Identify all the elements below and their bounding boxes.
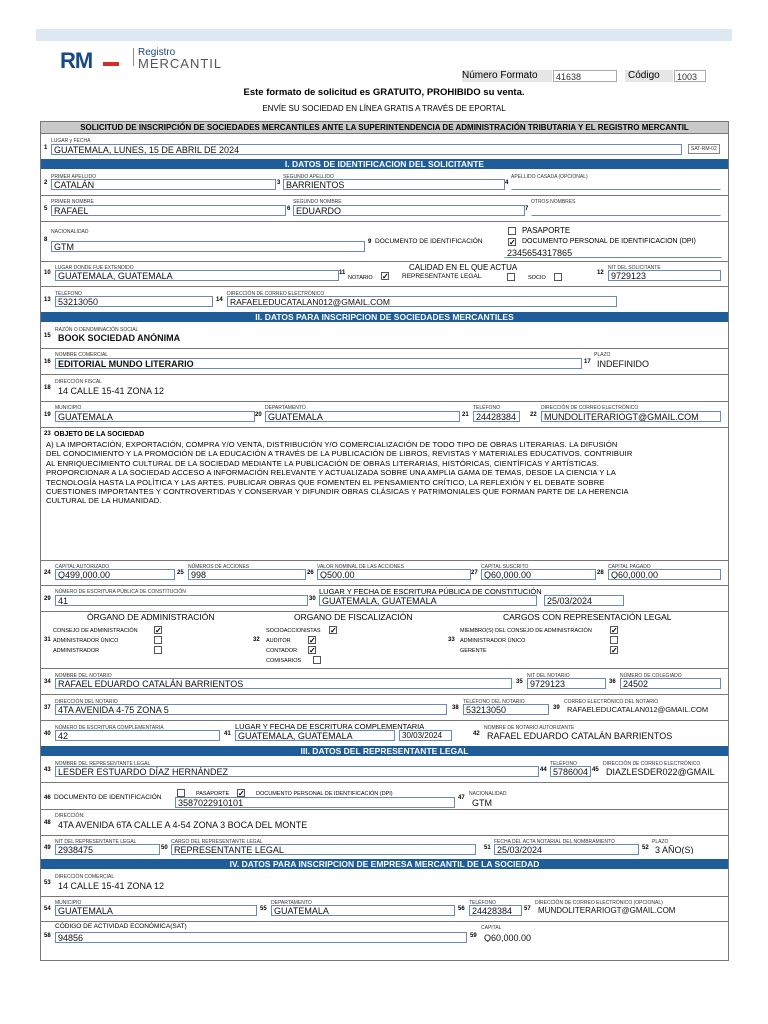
lugar-esc-comp-field[interactable]: GUATEMALA, GUATEMALA [235, 730, 395, 741]
field-number: 37 [44, 705, 51, 711]
field-number: 25 [177, 570, 184, 576]
objeto-text-area[interactable] [46, 440, 724, 560]
razon-label: RAZÓN O DENOMINACIÓN SOCIAL [55, 327, 139, 333]
dpi-field[interactable]: 2345654317865 [504, 247, 722, 258]
socioaccionistas-label: SOCIOACCIONISTAS [266, 628, 321, 634]
field-number: 53 [44, 880, 51, 886]
nombre-notario-label: NOMBRE DEL NOTARIO [55, 673, 112, 679]
direccion-fiscal-field[interactable]: 14 CALLE 15-41 ZONA 12 [58, 386, 165, 396]
field-number: 48 [44, 820, 51, 826]
correo-notario-label: CORREO ELECTRÓNICO DEL NOTARIO [564, 699, 659, 705]
fecha-acta-label: FECHA DEL ACTA NOTARIAL DEL NOMBRAMIENTO [494, 839, 615, 845]
admin-unico2-label: ADMINISTRADOR ÚNICO [460, 638, 526, 644]
nit-notario-label: NIT DEL NOTARIO [527, 673, 570, 679]
num-esc-comp-field[interactable]: 42 [55, 730, 220, 741]
field-number: 55 [260, 906, 267, 912]
notario-aut-field[interactable]: RAFAEL EDUARDO CATALÁN BARRIENTOS [487, 731, 673, 741]
field-number: 27 [471, 570, 478, 576]
num-escritura-field[interactable]: 41 [55, 595, 308, 606]
razon-field[interactable]: BOOK SOCIEDAD ANÓNIMA [58, 333, 181, 343]
logo-divider [133, 48, 134, 66]
admin-unico2-checkbox[interactable] [610, 636, 618, 644]
telefono-field[interactable]: 53213050 [55, 296, 213, 307]
field-number: 47 [458, 795, 465, 801]
row-divider [41, 720, 728, 721]
row-divider [41, 896, 728, 897]
section-4-header: IV. DATOS PARA INSCRIPCION DE EMPRESA MERCANTIL DE LA SOCIEDAD [41, 859, 728, 869]
contador-checkbox[interactable]: ✓ [309, 646, 316, 655]
form-title: SOLICITUD DE INSCRIPCIÓN DE SOCIEDADES MERCANTILES ANTE LA SUPERINTENDENCIA DE ADMINISTRACIÓN TRIBUTARIA Y EL REGISTRO MERCANTIL [41, 122, 728, 134]
field-number: 45 [592, 767, 599, 773]
field-number: 6 [287, 206, 291, 212]
capital4-field[interactable]: Q60,000.00 [484, 933, 532, 943]
rep-legal-label: REPRESENTANTE LEGAL [402, 273, 482, 280]
departamento-label: DEPARTAMENTO [265, 405, 306, 411]
nit-rep-field[interactable]: 2938475 [55, 844, 160, 855]
field-number: 56 [458, 906, 465, 912]
section-3-header: III. DATOS DEL REPRESENTANTE LEGAL [41, 746, 728, 756]
dir-rep-label: DIRECCIÓN: [55, 813, 85, 819]
capital-pag-label: CAPITAL PAGADO [608, 564, 651, 570]
field-number: 3 [277, 180, 281, 186]
num-acciones-field[interactable]: 998 [188, 569, 306, 580]
field-number: 40 [44, 731, 51, 737]
objeto-line: TECNOLOGÍA HASTA LA POLÍTICA Y LAS ARTES. PUBLICAR OBRAS QUE FOMENTEN EL PENSAMIENTO CRÍTICO, LA REFLEXIÓN Y EL DEBATE SOBRE [46, 477, 605, 487]
segundo-apellido-field[interactable]: BARRIENTOS [283, 179, 505, 190]
dpi-label: DOCUMENTO PERSONAL DE IDENTIFICACION (DPI) [522, 238, 696, 245]
field-number: 7 [525, 206, 529, 212]
doc-identificacion-label: DOCUMENTO DE IDENTIFICACIÓN [375, 238, 483, 245]
objeto-line: AL ENRIQUECIMIENTO CULTURAL DE LA SOCIEDAD MEDIANTE LA PUBLICACIÓN DE OBRAS LITERARIAS, HISTÓRICAS, CIENTÍFICAS Y ARTÍSTICAS. [46, 458, 600, 468]
miembros-checkbox[interactable]: ✓ [611, 626, 618, 635]
field-number: 20 [255, 412, 262, 418]
codigo-label: Código [625, 70, 673, 82]
pasaporte2-checkbox[interactable] [177, 789, 185, 797]
segundo-apellido-label: SEGUNDO APELLIDO [283, 174, 334, 180]
codigo-value: 1003 [674, 70, 706, 82]
field-number: 8 [44, 237, 48, 243]
field-number: 4 [505, 180, 509, 186]
admin-unico-checkbox[interactable] [154, 636, 162, 644]
capital-aut-field[interactable]: Q499,000.00 [55, 569, 175, 580]
row-divider [41, 921, 728, 922]
field-number: 13 [44, 297, 51, 303]
field-number: 22 [530, 412, 537, 418]
field-number: 16 [44, 359, 51, 365]
field-number: 35 [516, 679, 523, 685]
row-divider [41, 694, 728, 695]
valor-nominal-field[interactable]: Q500.00 [317, 569, 471, 580]
tel4-field[interactable]: 24428384 [469, 905, 522, 916]
field-number: 29 [44, 596, 51, 602]
tel-notario-field[interactable]: 53213050 [463, 704, 549, 715]
organo-fisc-header: ORGANO DE FISCALIZACIÓN [294, 612, 413, 622]
correo-label: DIRECCIÓN DE CORREO ELECTRÓNICO [227, 291, 325, 297]
dir-notario-label: DIRECCIÓN DEL NOTARIO [55, 699, 118, 705]
nac-rep-label: NACIONALIDAD [469, 791, 507, 797]
nit-solicitante-field[interactable]: 9729123 [608, 270, 721, 281]
nombre-notario-field[interactable]: RAFAEL EDUARDO CATALÁN BARRIENTOS [55, 678, 512, 689]
objeto-line: DEL CONOCIMIENTO Y LA PROMOCIÓN DE LA EDUCACIÓN A TRAVÉS DE LA PUBLICACIÓN DE LIBROS, REVISTAS Y MATERIALES EDUCATIVOS. CONTRIBUIR [46, 449, 633, 459]
objeto-line: CUESTIONES IMPORTANTES Y CONTROVERTIDAS Y CONSERVAR Y DIFUNDIR OBRAS CLÁSICAS Y PATRIMONIALES QUE FORMAN PARTE DE LA HERENCIA [46, 487, 629, 497]
field-number: 23 [44, 431, 51, 437]
correo2-field[interactable]: MUNDOLITERARIOGT@GMAIL.COM [541, 411, 721, 422]
comisarios-label: COMISARIOS [266, 658, 302, 664]
segundo-nombre-label: SEGUNDO NOMBRE [293, 199, 342, 205]
municipio-label: MUNICIPIO [55, 405, 82, 411]
plazo-label: PLAZO [594, 352, 611, 358]
dpi-rep-field[interactable]: 3587022910101 [175, 797, 455, 808]
primer-nombre-label: PRIMER NOMBRE [51, 199, 94, 205]
field-number: 31 [44, 637, 51, 643]
nacionalidad-field[interactable]: GTM [51, 241, 365, 252]
row-divider [41, 374, 728, 375]
field-number: 36 [609, 679, 616, 685]
auditor-checkbox[interactable]: ✓ [309, 636, 316, 645]
consejo-label: CONSEJO DE ADMINISTRACIÓN [53, 628, 138, 634]
field-number: 26 [307, 570, 314, 576]
nombre-rep-field[interactable]: LESDER ESTUARDO DÍAZ HERNÁNDEZ [55, 766, 539, 777]
field-number: 18 [44, 385, 51, 391]
tel-rep-label: TELÉFONO [550, 761, 577, 767]
row-divider [41, 809, 728, 810]
comisarios-checkbox[interactable] [313, 656, 321, 664]
field-number: 32 [253, 637, 260, 643]
cargo-rep-field[interactable]: REPRESENTANTE LEGAL [171, 844, 476, 855]
socio-label: SOCIO [528, 275, 546, 281]
field-number: 14 [216, 297, 223, 303]
row-divider [41, 221, 728, 222]
colegiado-label: NÚMERO DE COLEGIADO [620, 673, 682, 679]
apellido-casada-label: APELLIDO CASADA (OPCIONAL) [511, 174, 588, 180]
row-divider [41, 585, 728, 586]
correo-rep-field[interactable]: DIAZLESDER022@GMAIL [606, 767, 715, 777]
objeto-line: CULTURAL DE LA HUMANIDAD. [46, 496, 162, 506]
num-escritura-label: NÚMERO DE ESCRITURA PÚBLICA DE CONSTITUCIÓN [55, 589, 186, 595]
telefono2-label: TELÉFONO [473, 405, 500, 411]
gerente-checkbox[interactable]: ✓ [611, 646, 618, 655]
dir-notario-field[interactable]: 4TA AVENIDA 4-75 ZONA 5 [55, 704, 447, 715]
field-number: 33 [448, 637, 455, 643]
correo4-label: DIRECCIÓN DE CORREO ELECTRÓNICO (OPCIONAL) [535, 900, 663, 906]
row-divider [41, 348, 728, 349]
pasaporte-checkbox[interactable] [508, 227, 516, 235]
field-number: 59 [470, 933, 477, 939]
lugar-escritura-label: LUGAR Y FECHA DE ESCRITURA PÚBLICA DE CONSTITUCIÓN [319, 587, 542, 596]
mun4-field[interactable]: GUATEMALA [55, 905, 257, 916]
section-1-header: I. DATOS DE IDENTIFICACION DEL SOLICITANTE [41, 159, 728, 169]
field-number: 15 [44, 333, 51, 339]
miembros-label: MIEMBRO(S) DEL CONSEJO DE ADMINISTRACIÓN [460, 628, 592, 634]
calidad-label: CALIDAD EN EL QUE ACTUA [409, 263, 518, 272]
telefono2-field[interactable]: 24428384 [473, 411, 520, 422]
eportal-notice: ENVÍE SU SOCIEDAD EN LÍNEA GRATIS A TRAVÉS DE EPORTAL [262, 104, 506, 113]
field-number: 10 [44, 270, 51, 276]
objeto-line: A) LA IMPORTACIÓN, EXPORTACIÓN, COMPRA Y/O VENTA, DISTRIBUCIÓN Y/O COMERCIALIZACIÓN DE TODO TIPO DE OBRAS LITERARIAS. LA DIFUSIÓN [46, 440, 618, 449]
row-divider [41, 195, 728, 196]
admin-unico-label: ADMINISTRADOR ÚNICO [53, 638, 119, 644]
objeto-label: OBJETO DE LA SOCIEDAD [54, 431, 145, 438]
numero-formato-label: Número Formato [462, 70, 552, 82]
field-number: 30 [309, 596, 316, 602]
primer-nombre-field[interactable]: RAFAEL [51, 205, 286, 216]
capital-susc-label: CAPITAL SUSCRITO [481, 564, 529, 570]
field-number: 58 [44, 933, 51, 939]
field-number: 50 [161, 845, 168, 851]
objeto-line: PROPORCIONAR A LA SOCIEDAD ACCESO A INFORMACIÓN RELEVANTE Y ACTUALIZADA SOBRE UNA AMPLIA GAMA DE TEMAS, DESDE LA CIENCIA Y LA [46, 468, 616, 478]
tel-notario-label: TELÉFONO DEL NOTARIO [463, 699, 525, 705]
nacionalidad-label: NACIONALIDAD [51, 229, 89, 235]
nac-rep-field[interactable]: GTM [472, 798, 492, 808]
primer-apellido-field[interactable]: CATALÁN [51, 179, 276, 190]
dir-com-label: DIRECCIÓN COMERCIAL [55, 874, 115, 880]
gerente-label: GERENTE [460, 648, 487, 654]
top-banner [36, 29, 732, 41]
tel-rep-field[interactable]: 5786004 [550, 766, 591, 777]
capital-pag-field[interactable]: Q60,000.00 [608, 569, 721, 580]
notario-label: NOTARIO [348, 275, 373, 281]
field-number: 52 [642, 845, 649, 851]
nit-solicitante-label: NIT DEL SOLICITANTE [608, 265, 661, 271]
field-number: 5 [44, 206, 48, 212]
direccion-fiscal-label: DIRECCIÓN FISCAL [55, 379, 102, 385]
notario-checkbox[interactable]: ✓ [382, 272, 389, 281]
correo-notario-field[interactable]: RAFAELEDUCATALAN012@GMAIL.COM [567, 705, 709, 714]
doc-rep-label: DOCUMENTO DE IDENTIFICACIÓN [54, 794, 162, 801]
consejo-checkbox[interactable]: ✓ [155, 626, 162, 635]
lugar-extendido-label: LUGAR DONDE FUE EXTENDIDO [55, 265, 134, 271]
field-number: 9 [368, 239, 372, 245]
field-number: 44 [540, 767, 547, 773]
logo-line1: Registro [138, 47, 176, 58]
socio-checkbox[interactable] [554, 273, 562, 281]
row-divider [41, 261, 728, 262]
otros-nombres-field[interactable] [531, 205, 721, 216]
capital-susc-field[interactable]: Q60,000.00 [481, 569, 596, 580]
field-number: 57 [524, 906, 531, 912]
municipio-field[interactable]: GUATEMALA [55, 411, 255, 422]
gratuito-notice: Este formato de solicitud es GRATUITO, PROHIBIDO su venta. [243, 87, 525, 98]
field-number: 24 [44, 570, 51, 576]
dpi-checkbox[interactable]: ✓ [509, 238, 516, 247]
dir-com-field[interactable]: 14 CALLE 15-41 ZONA 12 [58, 881, 165, 891]
registro-mercantil-logo [60, 46, 280, 73]
auditor-label: AUDITOR [266, 638, 291, 644]
dpi2-checkbox[interactable]: ✓ [238, 789, 245, 798]
logo-mark: RM [60, 48, 93, 73]
field-number: 43 [44, 767, 51, 773]
contador-label: CONTADOR [266, 648, 298, 654]
correo-field[interactable]: RAFAELEDUCATALAN012@GMAIL.COM [227, 296, 617, 307]
otros-nombres-label: OTROS NOMBRES [531, 199, 576, 205]
lugar-fecha-field[interactable]: GUATEMALA, LUNES, 15 DE ABRIL DE 2024 [51, 144, 682, 155]
cargo-rep-label: CARGO DEL REPRESENTANTE LEGAL [171, 839, 263, 845]
field-number: 17 [584, 359, 591, 365]
primer-apellido-label: PRIMER APELLIDO [51, 174, 97, 180]
num-esc-comp-label: NÚMERO DE ESCRITURA COMPLEMENTARIA [55, 725, 164, 731]
field-number: 51 [484, 845, 491, 851]
field-number: 46 [44, 795, 51, 801]
field-number: 41 [224, 731, 231, 737]
mun4-label: MUNICIPIO [55, 900, 82, 906]
logo-line2: MERCANTIL [138, 56, 223, 71]
row-divider [41, 286, 728, 287]
segundo-nombre-field[interactable]: EDUARDO [293, 205, 525, 216]
nombre-comercial-label: NOMBRE COMERCIAL [55, 352, 109, 358]
field-number: 28 [597, 570, 604, 576]
administrador-label: ADMINISTRADOR [53, 648, 100, 654]
field-number: 19 [44, 412, 51, 418]
dep4-label: DEPARTAMENTO [271, 900, 312, 906]
row-divider [41, 668, 728, 669]
capital4-label: CAPITAL [481, 925, 502, 931]
cargos-header: CARGOS CON REPRESENTACIÓN LEGAL [503, 612, 672, 622]
telefono-label: TELÉFONO [55, 291, 82, 297]
row-divider [41, 782, 728, 783]
socioaccionistas-checkbox[interactable]: ✓ [330, 626, 337, 635]
plazo-rep-field[interactable]: 3 AÑO(S) [655, 845, 694, 855]
rep-legal-checkbox[interactable] [507, 273, 515, 281]
nombre-comercial-field[interactable]: EDITORIAL MUNDO LITERARIO [55, 358, 582, 369]
pasaporte-label: PASAPORTE [522, 226, 571, 235]
solicitud-form [40, 121, 729, 961]
fecha-escritura-field[interactable]: 25/03/2024 [544, 595, 624, 606]
field-number: 54 [44, 906, 51, 912]
capital-aut-label: CAPITAL AUTORIZADO [55, 564, 110, 570]
correo-rep-label: DIRECCIÓN DE CORREO ELECTRÓNICO [603, 761, 701, 767]
colegiado-field[interactable]: 24502 [620, 678, 721, 689]
administrador-checkbox[interactable] [154, 646, 162, 654]
nit-notario-field[interactable]: 9729123 [527, 678, 606, 689]
field-number: 1 [44, 145, 48, 151]
field-number: 21 [462, 412, 469, 418]
field-number: 42 [473, 731, 480, 737]
lugar-extendido-field[interactable]: GUATEMALA, GUATEMALA [55, 270, 339, 281]
tel4-label: TELÉFONO [469, 900, 496, 906]
correo2-label: DIRECCIÓN DE CORREO ELECTRÓNICO [541, 405, 639, 411]
field-number: 2 [44, 180, 48, 186]
departamento-field[interactable]: GUATEMALA [265, 411, 460, 422]
organo-admin-header: ÓRGANO DE ADMINISTRACIÓN [87, 612, 215, 622]
row-divider [41, 560, 728, 561]
correo4-field[interactable]: MUNDOLITERARIOGT@GMAIL.COM [538, 906, 676, 915]
nombre-rep-label: NOMBRE DEL REPRESENTANTE LEGAL [55, 761, 151, 767]
lugar-esc-comp-label: LUGAR Y FECHA DE ESCRITURA COMPLEMENTARIA [235, 722, 425, 731]
cod-act-field[interactable]: 94856 [55, 932, 467, 943]
apellido-casada-field[interactable] [511, 179, 721, 190]
section-2-header: II. DATOS PARA INSCRIPCION DE SOCIEDADES MERCANTILES [41, 312, 728, 322]
sat-code: SAT-RM-02 [688, 144, 720, 154]
field-number: 34 [44, 679, 51, 685]
field-number: 12 [597, 270, 604, 276]
notario-aut-label: NOMBRE DE NOTARIO AUTORIZANTE [484, 725, 575, 731]
plazo-field[interactable]: INDEFINIDO [597, 359, 650, 369]
field-number: 38 [452, 705, 459, 711]
dep4-field[interactable]: GUATEMALA [271, 905, 455, 916]
lugar-label: LUGAR y FECHA [51, 138, 91, 144]
field-number: 49 [44, 845, 51, 851]
dpi2-label: DOCUMENTO PERSONAL DE IDENTIFICACIÓN (DPI) [256, 791, 393, 797]
field-number: 39 [553, 705, 560, 711]
valor-nominal-label: VALOR NOMINAL DE LAS ACCIONES [317, 564, 404, 570]
pasaporte2-label: PASAPORTE [196, 791, 230, 797]
numero-formato-value: 41638 [553, 70, 617, 82]
fecha-acta-field[interactable]: 25/03/2024 [494, 844, 639, 855]
num-acciones-label: NÚMEROS DE ACCIONES [188, 564, 250, 570]
fecha-esc-comp-field[interactable]: 30/03/2024 [399, 730, 452, 741]
lugar-escritura-field[interactable]: GUATEMALA, GUATEMALA [319, 595, 537, 606]
dir-rep-field[interactable]: 4TA AVENIDA 6TA CALLE A 4-54 ZONA 3 BOCA DEL MONTE [58, 820, 308, 830]
row-divider [41, 401, 728, 402]
row-divider [41, 427, 728, 428]
plazo-rep-label: PLAZO [652, 839, 669, 845]
nit-rep-label: NIT DEL REPRESENTANTE LEGAL [55, 839, 137, 845]
row-divider [41, 835, 728, 836]
cod-act-label: CÓDIGO DE ACTIVIDAD ECONÓMICA(SAT) [55, 923, 187, 930]
field-number: 11 [339, 270, 346, 276]
logo-red-accent [103, 62, 119, 66]
